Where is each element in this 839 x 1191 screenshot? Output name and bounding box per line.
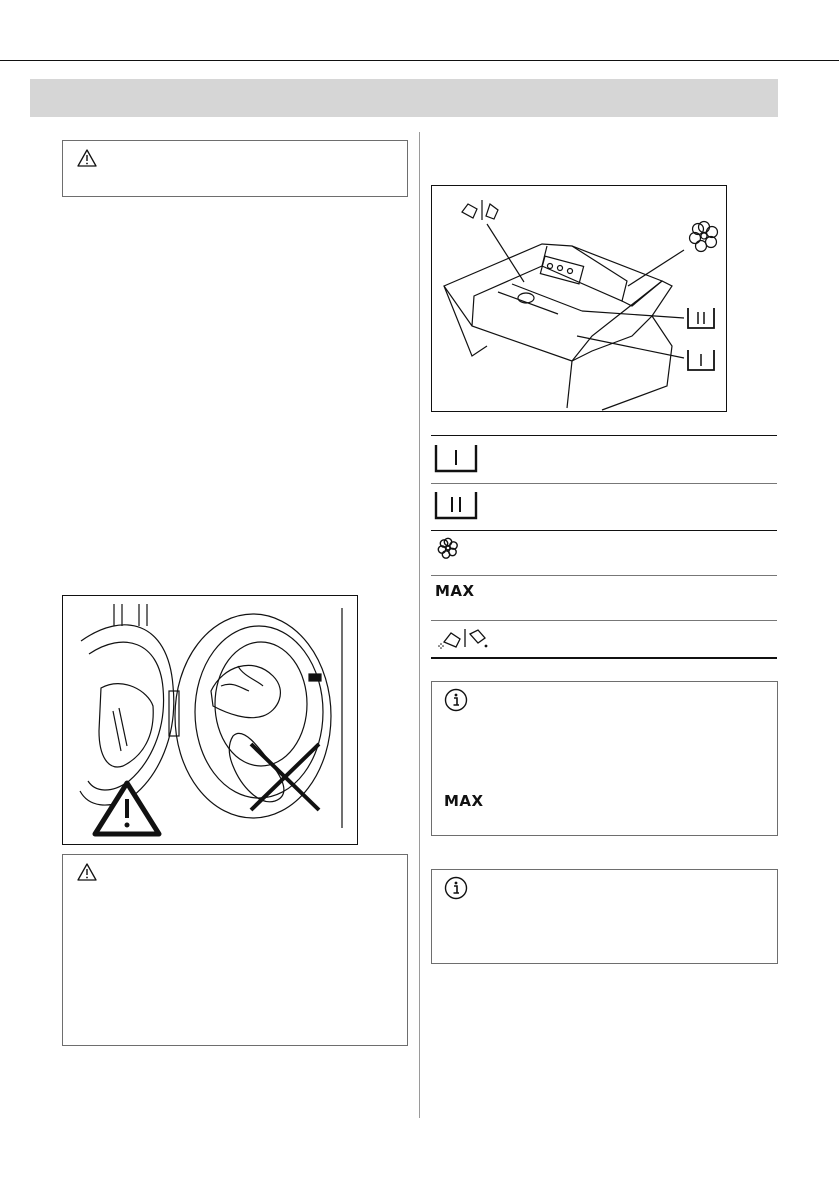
info-box-1 xyxy=(431,681,778,836)
warning-box-bottom xyxy=(62,854,408,1046)
top-rule xyxy=(0,60,839,61)
info-icon xyxy=(444,876,468,904)
warning-triangle-icon xyxy=(77,863,97,885)
prewash-compartment-icon xyxy=(433,443,479,477)
washer-door-illustration xyxy=(62,595,358,845)
section-header-band xyxy=(30,79,778,117)
table-rule xyxy=(431,530,777,531)
detergent-flap-icon xyxy=(436,626,492,654)
max-level-label: MAX xyxy=(444,792,484,810)
warning-triangle-icon xyxy=(77,149,97,171)
table-rule xyxy=(431,620,777,621)
max-level-label: MAX xyxy=(435,582,475,600)
table-rule-bottom xyxy=(431,657,777,659)
table-rule xyxy=(431,483,777,484)
info-icon xyxy=(444,688,468,716)
main-wash-compartment-icon xyxy=(433,490,479,524)
info-box-2 xyxy=(431,869,778,964)
table-rule-top xyxy=(431,435,777,436)
warning-box-top xyxy=(62,140,408,197)
fabric-softener-flower-icon xyxy=(437,537,459,563)
column-divider xyxy=(419,132,420,1118)
table-rule xyxy=(431,575,777,576)
detergent-dispenser-illustration xyxy=(431,185,727,412)
